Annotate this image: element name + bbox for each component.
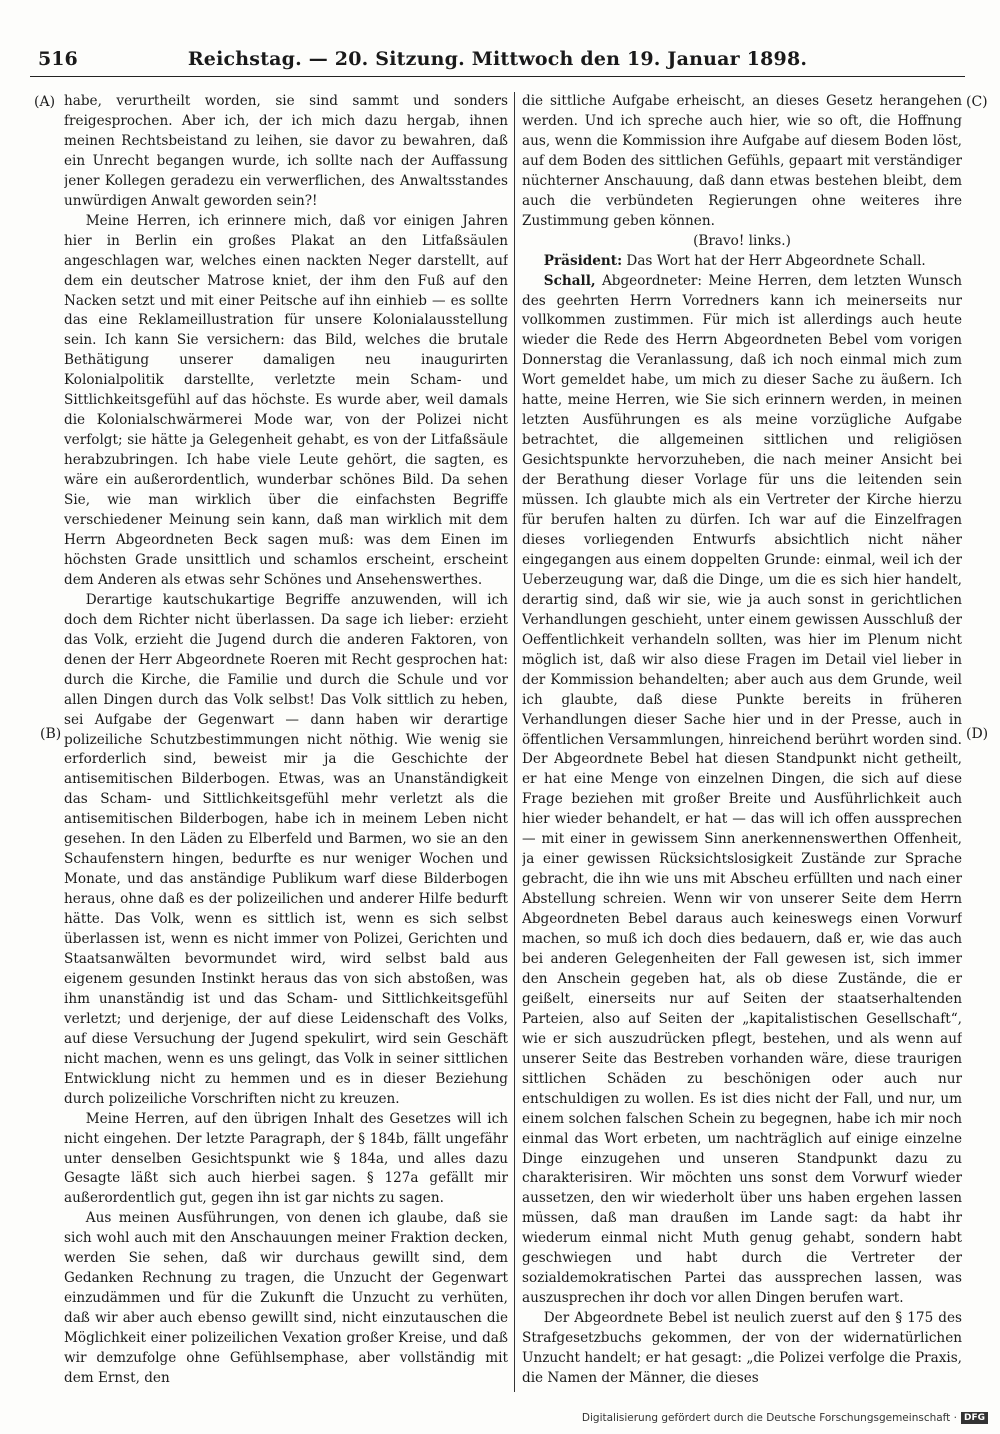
column-divider — [514, 92, 515, 1392]
margin-marker-b: (B) — [40, 726, 62, 742]
dfg-logo: DFG — [961, 1412, 988, 1424]
paragraph: Aus meinen Ausführungen, von denen ich glaube, daß sie sich wohl auch mit den Anschauungen meiner Fraktion decken, werden Sie sehen, daß wir durchaus gewillt sind, dem Gedanken Rechnung zu tragen, die Unzucht der Gegenwart einzudämmen und für die Zukunft die Unzucht zu verhüten, daß wir aber auch ebenso gewillt sind, nicht einzutauschen die Möglichkeit einer polizeilichen Vexation großer Kreise, und daß wir demzufolge ohne Gefühlsemphase, aber vollständig mit dem Ernst, den — [64, 1210, 508, 1386]
paragraph: Der Abgeordnete Bebel ist neulich zuerst auf den § 175 des Strafgesetzbuchs gekommen, der von der widernatürlichen Unzucht handelt; er hat gesagt: „die Polizei verfolge die Praxis, die Namen der Männer, die dieses — [522, 1310, 962, 1386]
speaker-label: Schall, — [543, 272, 596, 289]
president-statement — [522, 252, 962, 272]
paragraph: Meine Herren, auf den übrigen Inhalt des Gesetzes will ich nicht eingehen. Der letzte Paragraph, der § 184b, fällt ungefähr unter denselben Gesichtspunkt wie § 184a, und alles dazu Gesagte läßt sich auch hierbei sagen. § 127a gefällt mir außerordentlich gut, gegen ihn ist gar nichts zu sagen. — [64, 1110, 508, 1207]
right-column — [522, 92, 962, 1396]
speaker-label: Präsident: — [543, 252, 623, 269]
paragraph: Meine Herren, ich erinnere mich, daß vor einigen Jahren hier in Berlin ein großes Plakat an den Litfaßsäulen angeschlagen war, welches einen nackten Neger darstellt, auf dem ein deutscher Matrose kniet, der ihm den Fuß auf den Nacken setzt und mit einer Peitsche auf ihn einhieb — es sollte das eine Reklameillustration für unsere Kolonialausstellung sein. Ich kann Sie versichern: das Bild, welches die brutale Bethätigung unserer damaligen neu inaugurirten Kolonialpolitik darstellte, verletzte mein Scham- und Sittlichkeitsgefühl auf das höchste. Es wurde aber, weil damals die Kolonialschwärmerei Mode war, von der Polizei nicht verfolgt; sie hätte ja Gelegenheit gehabt, es von der Litfaßsäule herabzubringen. Ich habe viele Leute gehört, die sagten, es wäre ein außerordentlich, wunderbar schönes Bild. Da sehen Sie, wie man wirklich über die einfachsten Begriffe verschiedener Meinung sein kann, daß man wirklich mit dem Herrn Abgeordneten Beck sagen muß: was dem Einen im höchsten Grade unsittlich und schamlos erscheint, erscheint dem Anderen als etwas sehr Schönes und Ansehenswerthes. — [64, 212, 508, 588]
paragraph: die sittliche Aufgabe erheischt, an dieses Gesetz herangehen werden. Und ich spreche auch hier, wie so oft, die Hoffnung aus, wenn die Kommission ihre Aufgabe auf diesem Boden löst, auf dem Boden des sittlichen Gefühls, gepaart mit verständiger nüchterner Anschauung, daß dann etwas bestehen bleibt, dem auch die verbündeten Regierungen ohne weiteres ihre Zustimmung geben können. — [522, 93, 962, 229]
page-number: 516 — [38, 48, 78, 70]
footer-credit-text: Digitalisierung gefördert durch die Deutsche Forschungsgemeinschaft · — [581, 1412, 957, 1424]
statement-text: Das Wort hat der Herr Abgeordnete Schall. — [626, 252, 926, 269]
paragraph: habe, verurtheilt worden, sie sind sammt und sonders freigesprochen. Aber ich, der ich mich dazu hergab, ihnen meinen Rechtsbeistand zu leihen, sie davor zu bewahren, daß ein Unrecht begangen wurde, ich sollte nach der Auffassung jener Kollegen geradezu ein verwerflichen, des Anwaltsstandes unwürdigen Anwalt geworden sein?! — [64, 93, 508, 209]
paragraph: Derartige kautschukartige Begriffe anzuwenden, will ich doch dem Richter nicht überlassen. Da sage ich lieber: erzieht das Volk, erzieht die Jugend durch die anderen Faktoren, von denen der Herr Abgeordnete Roeren mit Recht gesprochen hat: durch die Kirche, die Familie und durch die Schule und vor allen Dingen durch das Volk selbst! Das Volk sittlich zu heben, sei Aufgabe der Gegenwart — dann haben wir derartige polizeiliche Schutzbestimmungen nicht nöthig. Wie wenig sie erforderlich sind, beweist mir ja die Geschichte der antisemitischen Bilderbogen. Etwas, was an Unanständigkeit das Scham- und Sittlichkeitsgefühl mehr verletzt als die antisemitischen Bilderbogen, habe ich in meinem Leben nicht gesehen. In den Läden zu Elberfeld und Barmen, wo sie an den Schaufenstern hingen, bedurfte es nur weniger Wochen und Monate, und das anständige Publikum warf diese Bilderbogen heraus, ohne daß es der polizeilichen und anderer Hilfe bedurft hätte. Das Volk, wenn es sittlich ist, wenn es sich selbst überlassen ist, wenn es nicht immer von Polizei, Gerichten und Staatsanwälten bevormundet wird, wird selbst bald aus eigenem gesunden Instinkt heraus das von sich abstoßen, was ihm unanständig ist und das Scham- und Sittlichkeitsgefühl verletzt; und derjenige, der auf diese Leidenschaft des Volks, auf diese Versuchung der Jugend spekulirt, wird sein Geschäft nicht machen, wenn es uns gelingt, das Volk in seiner sittlichen Entwicklung nicht zu hemmen und es in dieser Beziehung durch polizeiliche Vorschriften nicht zu kreuzen. — [64, 591, 508, 1107]
margin-marker-d: (D) — [966, 726, 989, 742]
margin-marker-a: (A) — [34, 94, 56, 110]
applause-note: (Bravo! links.) — [693, 232, 791, 249]
statement-text: Abgeordneter: Meine Herren, dem letzten Wunsch des geehrten Herrn Vorredners kann ich meinerseits nur vollkommen zustimmen. Für mich ist allerdings auch heute wieder die Rede des Herrn Abgeordneten Bebel vom vorigen Donnerstag die Veranlassung, daß ich noch einmal mich zum Wort gemeldet habe, um mich zu dieser Sache zu äußern. Ich hatte, meine Herren, wie Sie sich erinnern werden, in meinen letzten Ausführungen es als meine vorzügliche Aufgabe betrachtet, die allgemeinen sittlichen und religiösen Gesichtspunkte hervorzuheben, die nach meiner Ansicht bei der Berathung dieser Vorlage für uns die leitenden sein müssen. Ich glaubte mich als ein Vertreter der Kirche hierzu für berufen halten zu dürfen. Ich war auf die Einzelfragen dieses vorliegenden Entwurfs absichtlich nicht näher eingegangen aus einem doppelten Grunde: einmal, weil ich der Ueberzeugung war, daß die Dinge, um die es sich hier handelt, derartig sind, daß wir sie, wie ja auch sonst in gerichtlichen Verhandlungen geschieht, unter einem gewissen Ausschluß der Oeffentlichkeit verhandeln sollten, was hier im Plenum nicht möglich ist, daß wir also diese Fragen im Detail viel lieber in der Kommission behandelten; aber auch aus dem Grunde, weil ich glaubte, daß diese Punkte bereits in früheren Verhandlungen dieser Sache hier und in der Presse, auch in öffentlichen Versammlungen, hinreichend berührt worden sind. Der Abgeordnete Bebel hat diesen Standpunkt nicht getheilt, er hat eine Menge von einzelnen Dingen, die sich auf diese Frage beziehen mit großer Breite und Ausführlichkeit auch hier wieder behandelt, er hat — das will ich offen aussprechen — mit einer in gewissem Sinn anerkennenswerthen Offenheit, ja einer gewissen Rücksichtslosigkeit Zustände zur Sprache gebracht, die ihn wie uns mit Abscheu erfüllten und nach einer Abstellung schreien. Wenn wir von unserer Seite dem Herrn Abgeordneten Bebel daraus auch keineswegs einen Vorwurf machen, so muß ich doch dies bedauern, daß er, wie das auch bei anderen Gelegenheiten der Fall gewesen ist, sich immer den Anschein gegeben hat, als ob diese Zustände, die er geißelt, einerseits nur auf Seiten der staatserhaltenden Parteien, also auf Seiten der „kapitalistischen Gesellschaft“, wie er sich auszudrücken pflegt, bestehen, und als wenn auf unserer Seite das Bestreben vorhanden wäre, diese traurigen sittlichen Schäden zu beschönigen oder auch nur entschuldigen zu wollen. Es ist dies nicht der Fall, und nur, um einem solchen falschen Schein zu begegnen, habe ich mir noch einmal das Wort erbeten, um nachträglich auf einige einzelne Dinge einzugehen und unseren Standpunkt dazu zu charakterisiren. Wir möchten uns sonst dem Vorwurf wieder aussetzen, den wir wiederholt über uns haben ergehen lassen müssen, daß man draußen im Lande sagt: da habt ihr wiederum einmal nicht Muth genug gehabt, sondern habt geschwiegen und habt durch die Vertreter der sozialdemokratischen Partei das aussprechen lassen, was auszusprechen ihr doch vor allen Dingen berufen wart. — [522, 272, 962, 1307]
running-head: Reichstag. — 20. Sitzung. Mittwoch den 19. Januar 1898. — [187, 48, 808, 70]
footer-credit — [582, 1412, 988, 1424]
left-column — [64, 92, 508, 1396]
margin-marker-c: (C) — [966, 94, 988, 110]
speaker-statement — [522, 272, 962, 1310]
page-header — [30, 40, 965, 77]
